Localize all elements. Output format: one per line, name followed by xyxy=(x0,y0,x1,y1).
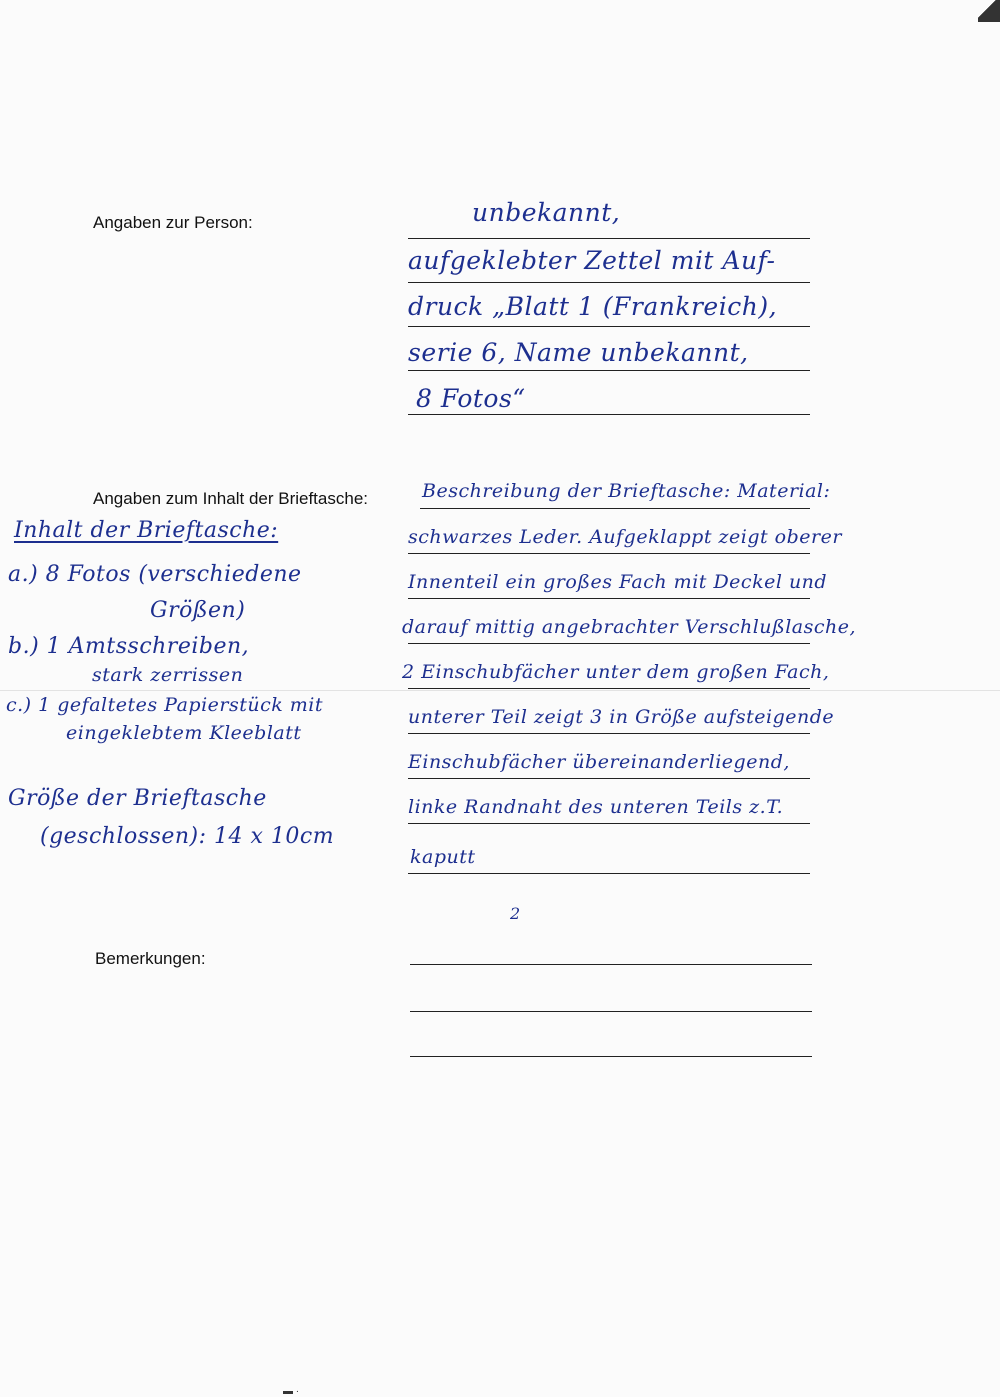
wallet-desc-2: schwarzes Leder. Aufgeklappt zeigt oberer xyxy=(408,526,842,548)
contents-label: Angaben zum Inhalt der Brieftasche: xyxy=(93,489,368,508)
contents-item-a: a.) 8 Fotos (verschiedene xyxy=(8,562,302,587)
remarks-line-1 xyxy=(410,964,812,965)
person-entry-2: aufgeklebter Zettel mit Auf- xyxy=(408,246,776,275)
wallet-desc-4: darauf mittig angebrachter Verschlußlasche, xyxy=(402,616,857,638)
wallet-desc-5: 2 Einschubfächer unter dem großen Fach, xyxy=(402,661,830,683)
wallet-desc-6: unterer Teil zeigt 3 in Größe aufsteigende xyxy=(408,706,835,728)
contents-line-7 xyxy=(408,778,810,779)
person-line-1 xyxy=(408,238,810,239)
person-entry-4: serie 6, Name unbekannt, xyxy=(408,338,749,367)
contents-item-b-cont: stark zerrissen xyxy=(92,664,244,686)
remarks-label: Bemerkungen: xyxy=(95,949,206,968)
contents-line-8 xyxy=(408,823,810,824)
contents-item-b: b.) 1 Amtsschreiben, xyxy=(8,634,250,659)
contents-heading: Inhalt der Brieftasche: xyxy=(14,518,279,543)
wallet-desc-1: Beschreibung der Brieftasche: Material: xyxy=(422,480,831,502)
scan-artifact: ▬ · xyxy=(283,1386,300,1397)
contents-item-a-cont: Größen) xyxy=(150,598,246,623)
wallet-desc-7: Einschubfächer übereinanderliegend, xyxy=(408,751,790,773)
contents-item-c: c.) 1 gefaltetes Papierstück mit xyxy=(6,694,324,716)
scan-corner-mark xyxy=(978,0,1000,22)
contents-line-1 xyxy=(420,508,810,509)
wallet-size-line-1: Größe der Brieftasche xyxy=(8,786,267,811)
contents-line-5 xyxy=(408,688,810,689)
page-mark: 2 xyxy=(510,904,521,923)
wallet-desc-8: linke Randnaht des unteren Teils z.T. xyxy=(408,796,784,818)
wallet-desc-9: kaputt xyxy=(410,846,476,868)
person-entry-1: unbekannt, xyxy=(472,198,621,227)
contents-line-2 xyxy=(408,553,810,554)
contents-line-3 xyxy=(408,598,810,599)
person-line-2 xyxy=(408,282,810,283)
person-entry-3: druck „Blatt 1 (Frankreich), xyxy=(408,292,778,321)
person-line-4 xyxy=(408,370,810,371)
contents-item-c-cont: eingeklebtem Kleeblatt xyxy=(66,722,302,744)
paper-fold-line xyxy=(0,690,1000,691)
remarks-line-2 xyxy=(410,1011,812,1012)
contents-line-4 xyxy=(408,643,810,644)
person-entry-5: 8 Fotos“ xyxy=(416,384,526,413)
wallet-size-line-2: (geschlossen): 14 x 10cm xyxy=(40,824,335,849)
person-line-3 xyxy=(408,326,810,327)
contents-line-6 xyxy=(408,733,810,734)
wallet-desc-3: Innenteil ein großes Fach mit Deckel und xyxy=(408,571,828,593)
remarks-line-3 xyxy=(410,1056,812,1057)
person-label: Angaben zur Person: xyxy=(93,213,253,232)
person-line-5 xyxy=(408,414,810,415)
contents-line-9 xyxy=(408,873,810,874)
